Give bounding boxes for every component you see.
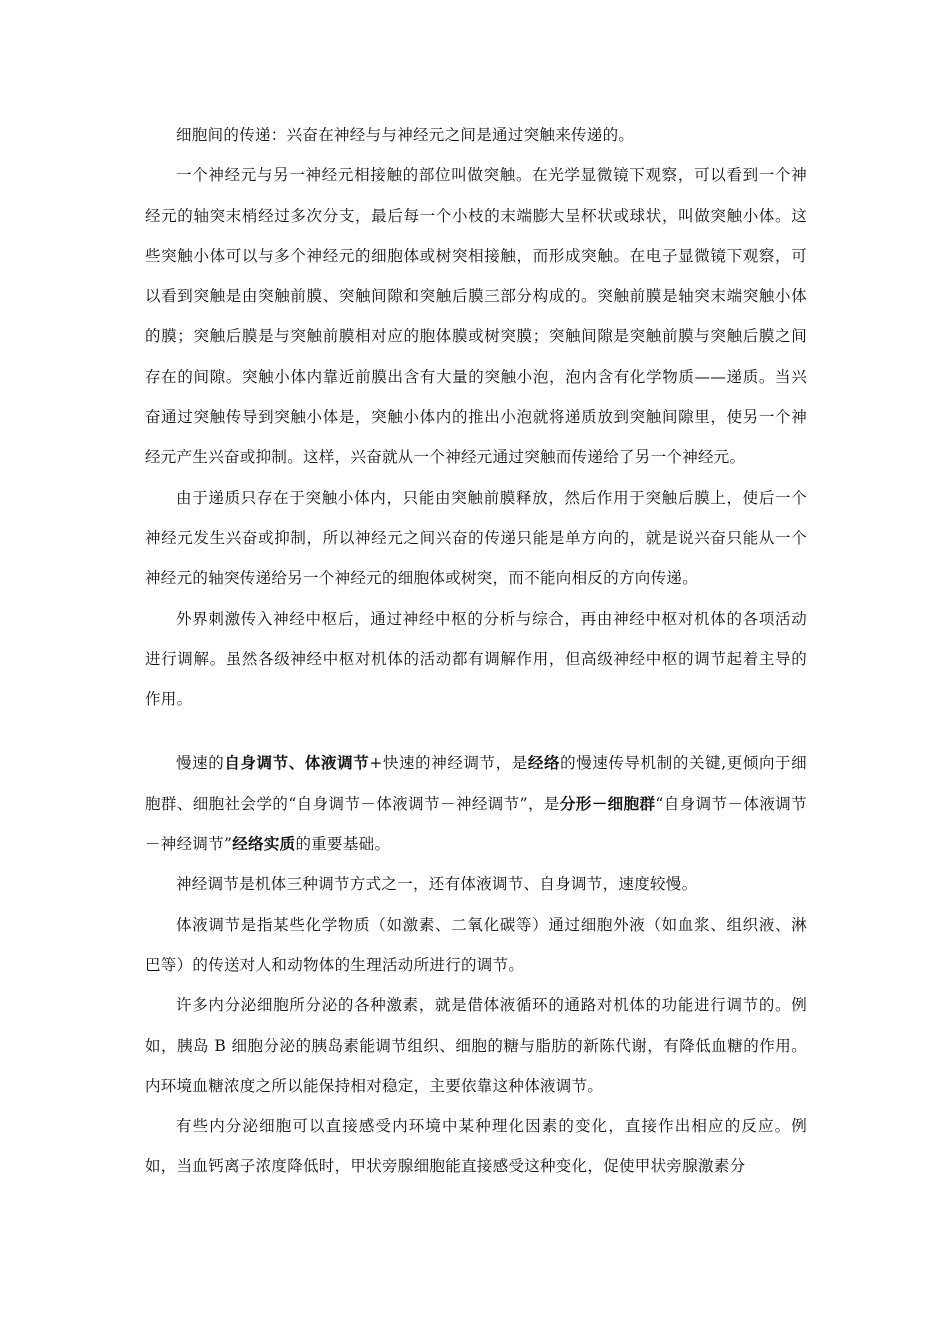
paragraph-one-way-transmission [145, 478, 807, 599]
paragraph-meridian-basis [145, 743, 807, 864]
paragraph-spacer [145, 719, 807, 743]
paragraph-text: “自身调节－体液调节－神经调节” [145, 794, 807, 854]
paragraph-text: 许多内分泌细胞所分泌的各种激素，就是借体液循环的通路对机体的功能进行调节的。例如，胰岛 B 细胞分泌的胰岛素能调节组织、细胞的糖与脂肪的新陈代谢，有降低血糖的作用。内环境血糖浓度之所以能保持相对稳定，主要依靠这种体液调节。 [145, 996, 807, 1095]
paragraph-text: 体液调节是指某些化学物质（如激素、二氧化碳等）通过细胞外液（如血浆、组织液、淋巴等）的传送对人和动物体的生理活动所进行的调节。 [145, 915, 807, 974]
paragraph-text: 的慢速传导机制的关键,更倾向于细胞群、细胞社会学的“自身调节－体液调节－神经调节”，是 [145, 754, 807, 813]
paragraph-text: 外界刺激传入神经中枢后，通过神经中枢的分析与综合，再由神经中枢对机体的各项活动进行调解。虽然各级神经中枢对机体的活动都有调解作用，但高级神经中枢的调节起着主导的作用。 [145, 609, 807, 709]
paragraph-text: 由于递质只存在于突触小体内，只能由突触前膜释放，然后作用于突触后膜上，使后一个神经元发生兴奋或抑制，所以神经元之间兴奋的传递只能是单方向的，就是说兴奋只能从一个神经元的轴突传递给另一个神经元的细胞体或树突，而不能向相反的方向传递。 [145, 488, 807, 588]
emphasis-text: 经络 [527, 754, 561, 773]
paragraph-central-regulation [145, 599, 807, 720]
paragraph-hormone-example [145, 985, 807, 1106]
paragraph-text: 神经调节是机体三种调节方式之一，还有体液调节、自身调节，速度较慢。 [176, 875, 698, 894]
paragraph-text: 的重要基础。 [295, 835, 391, 854]
paragraph-text: +快速的神经调节，是 [369, 754, 528, 773]
paragraph-synapse-structure [145, 155, 807, 477]
paragraph-humoral-regulation [145, 905, 807, 986]
paragraph-text: 有些内分泌细胞可以直接感受内环境中某种理化因素的变化，直接作出相应的反应。例如，当血钙离子浓度降低时，甲状旁腺细胞能直接感受这种变化，促使甲状旁腺激素分 [145, 1117, 807, 1176]
emphasis-text: 经络实质 [232, 835, 296, 854]
paragraph-endocrine-response [145, 1106, 807, 1187]
paragraph-text: 细胞间的传递：兴奋在神经与与神经元之间是通过突触来传递的。 [176, 126, 635, 144]
paragraph-synaptic-transmission-intro [145, 115, 807, 155]
emphasis-text: 分形－细胞群 [559, 794, 656, 813]
paragraph-text: 一个神经元与另一神经元相接触的部位叫做突触。在光学显微镜下观察，可以看到一个神经元的轴突末梢经过多次分支，最后每一个小枝的末端膨大呈杯状或球状，叫做突触小体。这些突触小体可以与多个神经元的细胞体或树突相接触，而形成突触。在电子显微镜下观察，可以看到突触是由突触前膜、突触间隙和突触后膜三部分构成的。突触前膜是轴突末端突触小体的膜；突触后膜是与突触前膜相对应的胞体膜或树突膜；突触间隙是突触前膜与突触后膜之间存在的间隙。突触小体内靠近前膜出含有大量的突触小泡，泡内含有化学物质——递质。当兴奋通过突触传导到突触小体是，突触小体内的推出小泡就将递质放到突触间隙里，使另一个神经元产生兴奋或抑制。这样，兴奋就从一个神经元通过突触而传递给了另一个神经元。 [145, 166, 807, 467]
document-body [145, 115, 807, 1187]
paragraph-neural-regulation [145, 864, 807, 904]
emphasis-text: 自身调节、体液调节 [224, 754, 370, 773]
paragraph-text: 慢速的 [176, 754, 225, 773]
